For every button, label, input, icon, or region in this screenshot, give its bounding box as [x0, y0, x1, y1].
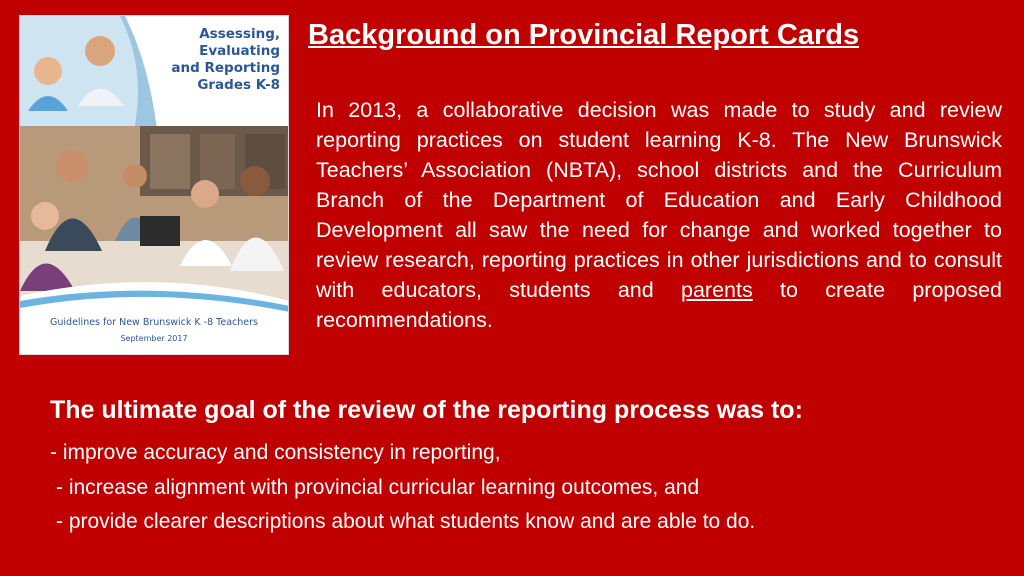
- cover-title: [120, 26, 280, 94]
- goal-heading: The ultimate goal of the review of the reporting process was to:: [50, 396, 803, 424]
- cover-title-line2: and Reporting: [171, 60, 280, 76]
- cover-title-line1: Assessing, Evaluating: [199, 26, 280, 59]
- cover-footer-line1: Guidelines for New Brunswick K -8 Teachers: [50, 317, 258, 328]
- slide-title: Background on Provincial Report Cards: [308, 19, 860, 51]
- cover-title-line3: Grades K-8: [197, 77, 280, 93]
- cover-footer-line2: September 2017: [120, 334, 188, 343]
- parents-link[interactable]: parents: [681, 278, 753, 302]
- paragraph-text-end: to create proposed recommendations.: [316, 278, 1002, 332]
- cover-footer: [20, 316, 288, 345]
- paragraph-text-start: In 2013, a collaborative decision was made to study and review reporting practices on student learning K-8. The New Brunswick Teachers’ Association (NBTA), school districts and the Curriculum Branch of the Department of Education and Early Childhood Development all saw the need for change and worked together to review research, reporting practices in other jurisdictions and to consult with educators, students and: [316, 98, 1002, 302]
- bullet-item: - provide clearer descriptions about what students know and are able to do.: [56, 510, 756, 533]
- bullet-item: - improve accuracy and consistency in reporting,: [50, 441, 501, 464]
- background-paragraph: [316, 95, 1002, 335]
- bullet-item: - increase alignment with provincial curricular learning outcomes, and: [56, 476, 700, 499]
- guidelines-cover-image: [19, 15, 289, 355]
